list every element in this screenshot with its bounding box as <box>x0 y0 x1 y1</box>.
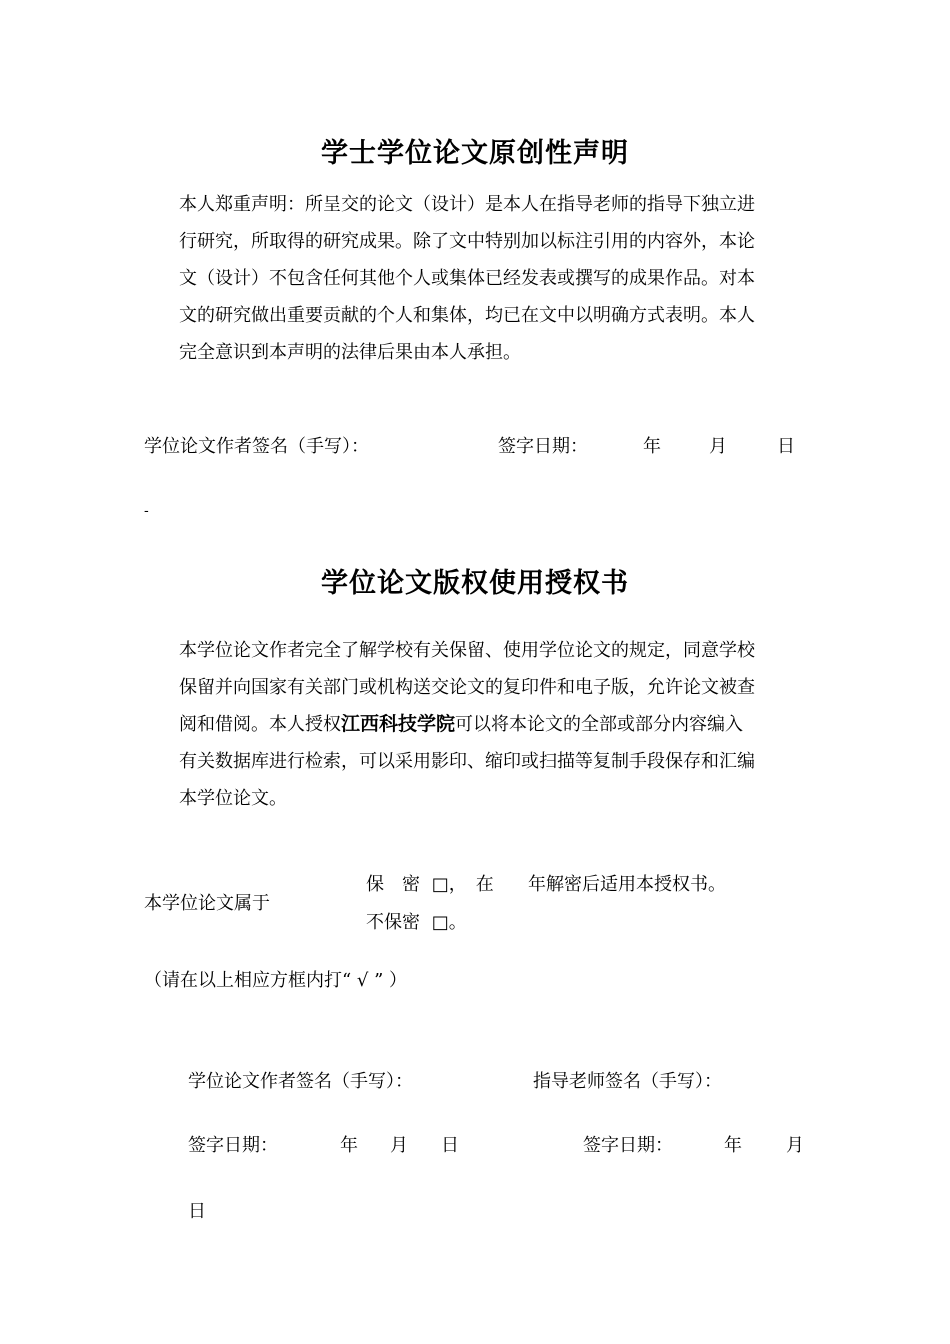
author-month-label: 月 <box>390 1135 408 1156</box>
checkbox-instruction: （请在以上相应方框内打“ √ ” ） <box>144 970 408 991</box>
declaration-line: 文（设计）不包含任何其他个人或集体已经发表或撰写的成果作品。对本 <box>179 268 755 289</box>
declaration-line: 本人郑重声明：所呈交的论文（设计）是本人在指导老师的指导下独立进 <box>179 194 755 215</box>
authorization-line: 保留并向国家有关部门或机构送交论文的复印件和电子版，允许论文被查 <box>179 677 755 698</box>
separator-mark: - <box>144 503 149 519</box>
not-confidential-label: 不保密 <box>366 912 420 933</box>
confidential-suffix: ， 在 <box>448 874 494 895</box>
unseal-text: 年解密后适用本授权书。 <box>528 874 726 895</box>
authorization-line: 本学位论文。 <box>179 788 287 809</box>
advisor-date-label: 签字日期： <box>583 1135 673 1156</box>
confidential-label: 保 密 <box>366 874 420 895</box>
declaration-line: 文的研究做出重要贡献的个人和集体，均已在文中以明确方式表明。本人 <box>179 305 755 326</box>
authorization-line: 本学位论文作者完全了解学校有关保留、使用学位论文的规定，同意学校 <box>179 640 755 661</box>
declaration-line: 行研究，所取得的研究成果。除了文中特别加以标注引用的内容外，本论 <box>179 231 755 252</box>
school-name: 江西科技学院 <box>341 713 456 735</box>
authorization-line3-after: 可以将本论文的全部或部分内容编入 <box>455 714 744 735</box>
confidential-checkbox[interactable]: □ <box>431 874 449 895</box>
declaration-line: 完全意识到本声明的法律后果由本人承担。 <box>179 342 521 363</box>
declaration-date-label: 签字日期： <box>498 436 588 457</box>
advisor-month-label: 月 <box>786 1135 804 1156</box>
authorization-author-signature-label: 学位论文作者签名（手写）： <box>188 1071 413 1092</box>
confidential-option <box>366 870 494 896</box>
advisor-year-label: 年 <box>724 1135 742 1156</box>
authorization-line: 有关数据库进行检索，可以采用影印、缩印或扫描等复制手段保存和汇编 <box>179 751 755 772</box>
authorization-title: 学位论文版权使用授权书 <box>321 568 629 599</box>
authorization-paragraph <box>179 632 809 817</box>
not-confidential-option <box>366 908 467 934</box>
advisor-day-label: 日 <box>188 1201 206 1222</box>
authorization-line3-before: 阅和借阅。本人授权 <box>179 714 341 735</box>
declaration-paragraph <box>179 186 809 371</box>
authorization-line-school <box>179 706 809 743</box>
author-date-label: 签字日期： <box>188 1135 278 1156</box>
declaration-month-label: 月 <box>709 436 727 457</box>
not-confidential-suffix: 。 <box>448 912 467 933</box>
declaration-day-label: 日 <box>777 436 795 457</box>
author-year-label: 年 <box>340 1135 358 1156</box>
declaration-author-signature-label: 学位论文作者签名（手写）： <box>144 436 369 457</box>
declaration-year-label: 年 <box>643 436 661 457</box>
author-day-label: 日 <box>441 1135 459 1156</box>
belongs-label: 本学位论文属于 <box>144 893 270 914</box>
declaration-title: 学士学位论文原创性声明 <box>321 138 629 169</box>
advisor-signature-label: 指导老师签名（手写）： <box>533 1071 722 1092</box>
not-confidential-checkbox[interactable]: □ <box>431 912 449 933</box>
